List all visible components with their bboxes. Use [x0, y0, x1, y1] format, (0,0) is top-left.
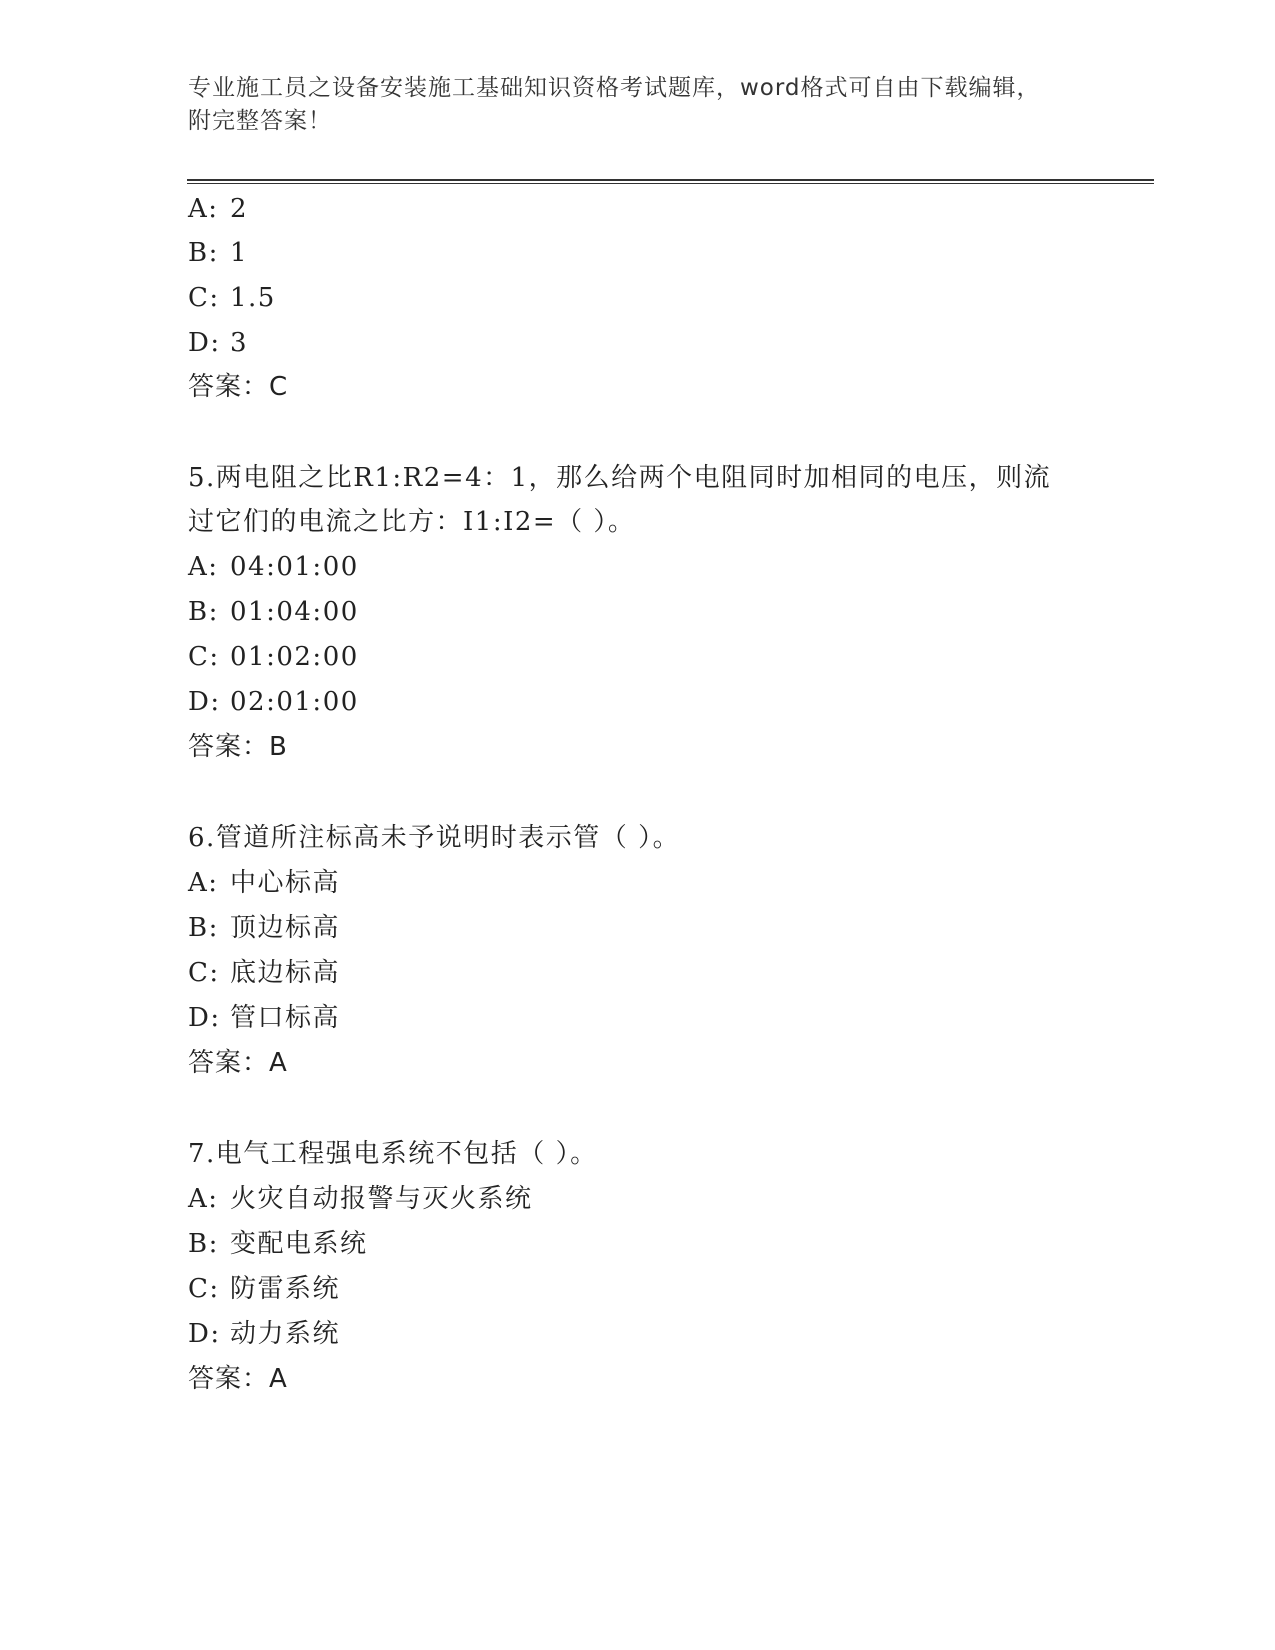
q5-option-c: C: 01:02:00 [188, 642, 359, 672]
q6-stem-line-1: 6.管道所注标高未予说明时表示管（ ）。 [188, 823, 681, 853]
q5-stem-line-1: 5.两电阻之比R1:R2=4：1，那么给两个电阻同时加相同的电压，则流 [188, 463, 1052, 493]
header-divider [187, 179, 1154, 184]
q6-option-a: A: 中心标高 [188, 868, 341, 898]
q4-option-c: C: 1.5 [188, 283, 276, 313]
q6-answer: 答案：A [188, 1048, 288, 1078]
q5-answer: 答案：B [188, 732, 288, 762]
q7-stem-line-1: 7.电气工程强电系统不包括（ ）。 [188, 1139, 598, 1169]
document-header [188, 72, 1068, 138]
q4-answer: 答案：C [188, 372, 289, 402]
q4-option-d: D: 3 [188, 328, 249, 358]
q6-option-d: D: 管口标高 [188, 1003, 341, 1033]
q6-option-b: B: 顶边标高 [188, 913, 341, 943]
q5-option-b: B: 01:04:00 [188, 597, 359, 627]
q7-option-a: A: 火灾自动报警与灭火系统 [188, 1184, 533, 1214]
q5-option-a: A: 04:01:00 [188, 552, 359, 582]
header-line-2: 附完整答案！ [188, 108, 332, 134]
q4-option-a: A: 2 [188, 194, 249, 224]
q7-option-b: B: 变配电系统 [188, 1229, 368, 1259]
q5-stem-line-2: 过它们的电流之比方：I1:I2=（ ）。 [188, 507, 636, 537]
q7-answer: 答案：A [188, 1364, 288, 1394]
q6-option-c: C: 底边标高 [188, 958, 341, 988]
q4-option-b: B: 1 [188, 238, 249, 268]
q5-option-d: D: 02:01:00 [188, 687, 359, 717]
q7-option-c: C: 防雷系统 [188, 1274, 341, 1304]
q7-option-d: D: 动力系统 [188, 1319, 341, 1349]
header-line-1: 专业施工员之设备安装施工基础知识资格考试题库，word格式可自由下载编辑， [188, 75, 1041, 101]
